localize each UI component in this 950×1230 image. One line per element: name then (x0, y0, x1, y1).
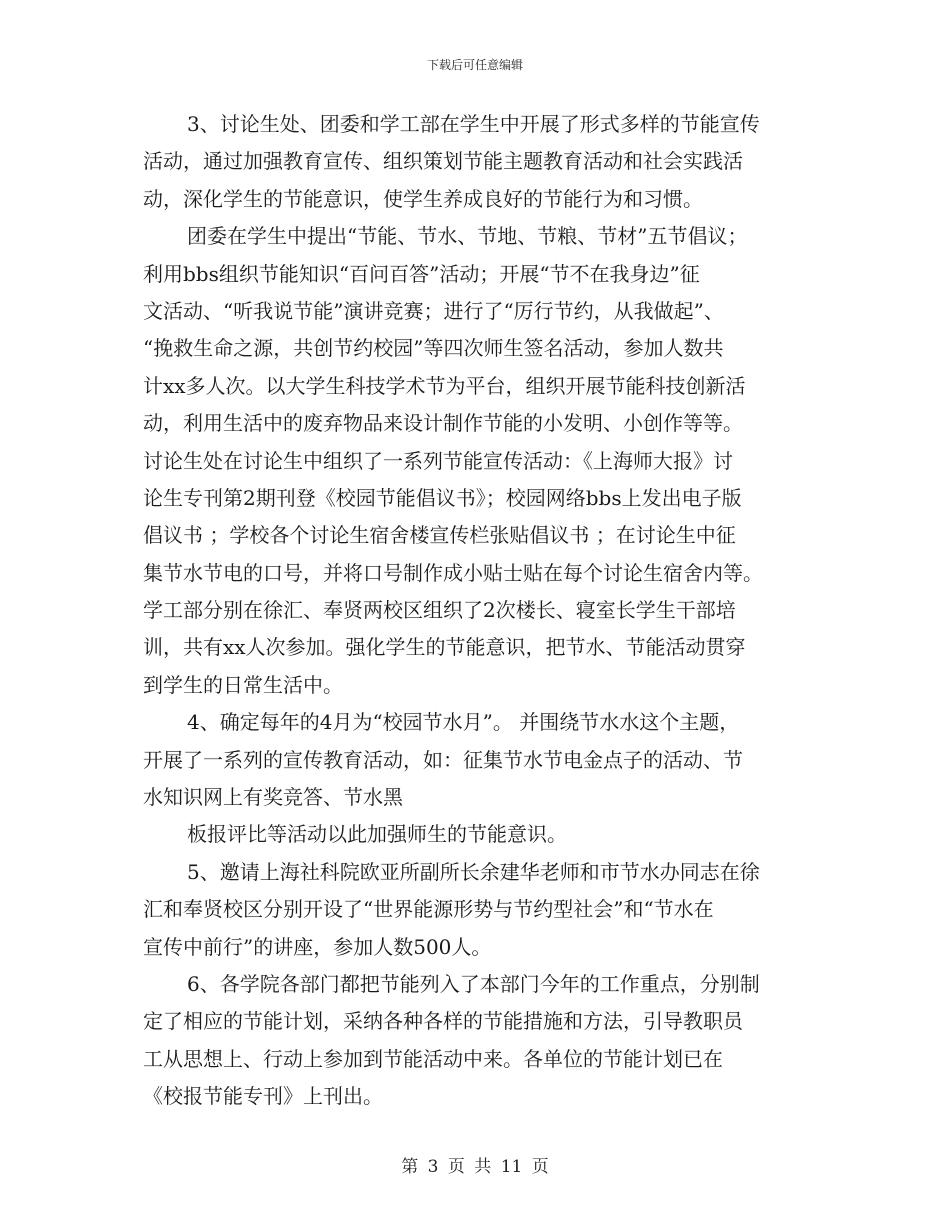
text-line: 文活动、“听我说节能”演讲竞赛；进行了“厉行节约，从我做起”、 (143, 298, 724, 323)
text-line: 到学生的日常生活中。 (143, 672, 343, 697)
text-line: 训，共有xx人次参加。强化学生的节能意识，把节水、节能活动贯穿 (143, 635, 746, 660)
text-line: 3、讨论生处、团委和学工部在学生中开展了形式多样的节能宣传 (187, 112, 760, 136)
text-line: 开展了一系列的宣传教育活动，如：征集节水节电金点子的活动、节 (143, 747, 743, 772)
text-line: 倡议书 ；学校各个讨论生宿舍楼宣传栏张贴倡议书 ；在讨论生中征 (143, 523, 736, 548)
text-line: 动，深化学生的节能意识，使学生养成良好的节能行为和习惯。 (143, 186, 703, 211)
text-line: 集节水节电的口号，并将口号制作成小贴士贴在每个讨论生宿舍内等。 (143, 560, 763, 585)
text-line: 活动，通过加强教育宣传、组织策划节能主题教育活动和社会实践活 (143, 149, 743, 174)
page-footer: 第 3 页 共 11 页 (401, 1157, 549, 1177)
text-line: 讨论生处在讨论生中组织了一系列节能宣传活动：《上海师大报》讨 (143, 448, 733, 473)
text-line: 定了相应的节能计划，采纳各种各样的节能措施和方法，引导教职员 (143, 1009, 743, 1034)
text-line: “挽救生命之源，共创节约校园”等四次师生签名活动，参加人数共 (143, 336, 724, 361)
text-line: 论生专刊第2期刊登《校园节能倡议书》；校园网络bbs上发出电子版 (143, 485, 742, 510)
text-line: 《校报节能专刊》上刊出。 (143, 1084, 383, 1109)
text-line: 6、各学院各部门都把节能列入了本部门今年的工作重点，分别制 (187, 971, 760, 996)
text-line: 工从思想上、行动上参加到节能活动中来。各单位的节能计划已在 (143, 1046, 723, 1071)
text-line: 利用bbs组织节能知识“百问百答”活动；开展“节不在我身边”征 (143, 261, 700, 286)
header-note: 下载后可任意编辑 (426, 58, 523, 72)
text-line: 5、邀请上海社科院欧亚所副所长余建华老师和市节水办同志在徐 (187, 859, 760, 884)
text-line: 4、确定每年的4月为“校园节水月”。 并围绕节水水这个主题， (187, 710, 740, 735)
text-line: 水知识网上有奖竞答、节水黑 (143, 785, 403, 810)
body-text (143, 106, 809, 1116)
text-line: 板报评比等活动以此加强师生的节能意识。 (187, 822, 567, 847)
text-line: 宣传中前行”的讲座，参加人数500人。 (143, 934, 492, 959)
text-line: 动，利用生活中的废弃物品来设计制作节能的小发明、小创作等等。 (143, 411, 743, 436)
text-line: 学工部分别在徐汇、奉贤两校区组织了2次楼长、寝室长学生干部培 (143, 598, 736, 623)
text-line: 汇和奉贤校区分别开设了“世界能源形势与节约型社会”和“节水在 (143, 897, 714, 922)
text-line: 计xx多人次。以大学生科技学术节为平台，组织开展节能科技创新活 (143, 373, 746, 398)
text-line: 团委在学生中提出“节能、节水、节地、节粮、节材”五节倡议； (187, 224, 748, 249)
